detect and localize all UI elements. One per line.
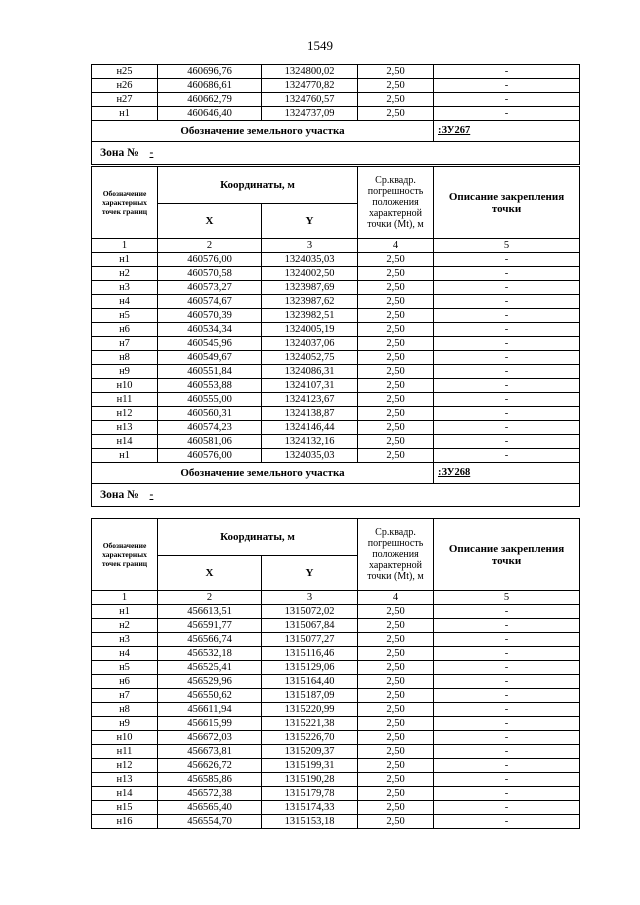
y-coord-cell: 1323982,51 [262,309,358,323]
table-row [92,351,580,365]
accuracy-cell: 2,50 [358,815,434,829]
accuracy-cell: 2,50 [358,107,434,121]
point-id-cell: н4 [92,647,158,661]
parcel-row-2 [92,463,580,484]
point-id-cell: н10 [92,731,158,745]
parcel-label-2: Обозначение земельного участка [92,463,434,484]
zone-row-2 [92,484,580,507]
x-coord-cell: 456554,70 [158,815,262,829]
description-cell: - [434,281,580,295]
column-numbers-row-2 [92,591,580,605]
table-row [92,407,580,421]
table-row [92,787,580,801]
continuation-table [91,64,580,165]
description-cell: - [434,421,580,435]
table-row [92,323,580,337]
parcel-row [92,121,580,142]
y-coord-cell: 1315221,38 [262,717,358,731]
accuracy-cell: 2,50 [358,449,434,463]
description-cell: - [434,93,580,107]
accuracy-cell: 2,50 [358,351,434,365]
header-row-2 [92,519,580,556]
accuracy-cell: 2,50 [358,309,434,323]
column-numbers-row [92,239,580,253]
point-id-cell: н7 [92,337,158,351]
point-id-cell: н8 [92,351,158,365]
table-row [92,689,580,703]
accuracy-cell: 2,50 [358,65,434,79]
accuracy-header-2: Ср.квадр. погрешность положения характерной точки (Mt), м [358,519,434,591]
x-coord-cell: 460574,67 [158,295,262,309]
x-coord-cell: 456572,38 [158,787,262,801]
x-coord-cell: 460555,00 [158,393,262,407]
y-coord-cell: 1315153,18 [262,815,358,829]
y-coord-cell: 1315199,31 [262,759,358,773]
table-row [92,79,580,93]
accuracy-cell: 2,50 [358,647,434,661]
y-coord-cell: 1315179,78 [262,787,358,801]
table-row [92,309,580,323]
accuracy-cell: 2,50 [358,633,434,647]
point-id-cell: н10 [92,379,158,393]
zone-value: - [149,147,154,159]
description-cell: - [434,107,580,121]
description-cell: - [434,309,580,323]
accuracy-cell: 2,50 [358,295,434,309]
point-id-cell: н4 [92,295,158,309]
x-header-2: X [158,556,262,591]
point-col-header: Обозначение характерных точек границ [92,167,158,239]
x-coord-cell: 456585,86 [158,773,262,787]
table-row [92,633,580,647]
x-coord-cell: 460686,61 [158,79,262,93]
x-coord-cell: 460549,67 [158,351,262,365]
point-id-cell: н6 [92,675,158,689]
y-coord-cell: 1324035,03 [262,449,358,463]
y-coord-cell: 1324035,03 [262,253,358,267]
description-cell: - [434,407,580,421]
description-cell: - [434,619,580,633]
y-coord-cell: 1324737,09 [262,107,358,121]
table-row [92,745,580,759]
y-header: Y [262,204,358,239]
x-header: X [158,204,262,239]
x-coord-cell: 460576,00 [158,253,262,267]
description-cell: - [434,661,580,675]
point-id-cell: н1 [92,107,158,121]
y-coord-cell: 1323987,62 [262,295,358,309]
parcel-label: Обозначение земельного участка [92,121,434,142]
point-col-header-2: Обозначение характерных точек границ [92,519,158,591]
description-cell: - [434,773,580,787]
description-cell: - [434,801,580,815]
y-coord-cell: 1315164,40 [262,675,358,689]
point-id-cell: н15 [92,801,158,815]
table-row [92,605,580,619]
col-num-5: 5 [434,591,580,605]
col-num-3: 3 [262,239,358,253]
table-row [92,295,580,309]
x-coord-cell: 456611,94 [158,703,262,717]
accuracy-cell: 2,50 [358,801,434,815]
description-cell: - [434,393,580,407]
point-id-cell: н3 [92,633,158,647]
table-row [92,337,580,351]
col-num-2: 2 [158,239,262,253]
y-coord-cell: 1315072,02 [262,605,358,619]
x-coord-cell: 460551,84 [158,365,262,379]
y-coord-cell: 1324800,02 [262,65,358,79]
table-row [92,773,580,787]
point-id-cell: н25 [92,65,158,79]
point-id-cell: н13 [92,773,158,787]
description-cell: - [434,253,580,267]
description-cell: - [434,717,580,731]
accuracy-cell: 2,50 [358,703,434,717]
accuracy-cell: 2,50 [358,787,434,801]
x-coord-cell: 456532,18 [158,647,262,661]
point-id-cell: н27 [92,93,158,107]
coords-header: Координаты, м [158,167,358,204]
header-row [92,167,580,204]
point-id-cell: н12 [92,407,158,421]
description-cell: - [434,675,580,689]
x-coord-cell: 456626,72 [158,759,262,773]
table-row [92,815,580,829]
point-id-cell: н5 [92,661,158,675]
table-row [92,421,580,435]
description-cell: - [434,787,580,801]
description-cell: - [434,647,580,661]
x-coord-cell: 460581,06 [158,435,262,449]
accuracy-cell: 2,50 [358,731,434,745]
desc-header-2: Описание закрепления точки [434,519,580,591]
y-coord-cell: 1315226,70 [262,731,358,745]
y-coord-cell: 1315067,84 [262,619,358,633]
col-num-4: 4 [358,591,434,605]
y-coord-cell: 1323987,69 [262,281,358,295]
col-num-2: 2 [158,591,262,605]
accuracy-cell: 2,50 [358,675,434,689]
table-row [92,801,580,815]
accuracy-cell: 2,50 [358,759,434,773]
x-coord-cell: 460576,00 [158,449,262,463]
x-coord-cell: 460534,34 [158,323,262,337]
col-num-1: 1 [92,239,158,253]
point-id-cell: н26 [92,79,158,93]
accuracy-cell: 2,50 [358,435,434,449]
table-row [92,619,580,633]
point-id-cell: н9 [92,717,158,731]
description-cell: - [434,731,580,745]
accuracy-cell: 2,50 [358,393,434,407]
accuracy-cell: 2,50 [358,619,434,633]
accuracy-cell: 2,50 [358,773,434,787]
accuracy-cell: 2,50 [358,689,434,703]
description-cell: - [434,267,580,281]
point-id-cell: н6 [92,323,158,337]
y-coord-cell: 1315174,33 [262,801,358,815]
point-id-cell: н8 [92,703,158,717]
parcel-code: :ЗУ267 [434,121,580,142]
y-coord-cell: 1324037,06 [262,337,358,351]
accuracy-cell: 2,50 [358,717,434,731]
accuracy-header: Ср.квадр. погрешность положения характерной точки (Mt), м [358,167,434,239]
description-cell: - [434,605,580,619]
coordinates-table-2 [91,518,580,829]
x-coord-cell: 460573,27 [158,281,262,295]
table-row [92,703,580,717]
y-coord-cell: 1324770,82 [262,79,358,93]
description-cell: - [434,435,580,449]
point-id-cell: н11 [92,745,158,759]
y-coord-cell: 1315190,28 [262,773,358,787]
x-coord-cell: 460570,58 [158,267,262,281]
coords-header-2: Координаты, м [158,519,358,556]
y-coord-cell: 1324107,31 [262,379,358,393]
y-coord-cell: 1324123,67 [262,393,358,407]
table-row [92,379,580,393]
x-coord-cell: 456525,41 [158,661,262,675]
x-coord-cell: 460696,76 [158,65,262,79]
zone-label-2: Зона № [100,489,139,501]
y-coord-cell: 1315129,06 [262,661,358,675]
y-coord-cell: 1324002,50 [262,267,358,281]
parcel-code-2: :ЗУ268 [434,463,580,484]
table-row [92,731,580,745]
table-row [92,281,580,295]
accuracy-cell: 2,50 [358,661,434,675]
table-row [92,449,580,463]
table-row [92,675,580,689]
desc-header: Описание закрепления точки [434,167,580,239]
description-cell: - [434,351,580,365]
point-id-cell: н5 [92,309,158,323]
y-coord-cell: 1324086,31 [262,365,358,379]
accuracy-cell: 2,50 [358,379,434,393]
point-id-cell: н14 [92,787,158,801]
x-coord-cell: 460574,23 [158,421,262,435]
point-id-cell: н11 [92,393,158,407]
point-id-cell: н13 [92,421,158,435]
x-coord-cell: 460560,31 [158,407,262,421]
description-cell: - [434,337,580,351]
accuracy-cell: 2,50 [358,253,434,267]
y-coord-cell: 1315187,09 [262,689,358,703]
point-id-cell: н3 [92,281,158,295]
x-coord-cell: 460662,79 [158,93,262,107]
x-coord-cell: 456672,03 [158,731,262,745]
y-coord-cell: 1315209,37 [262,745,358,759]
description-cell: - [434,689,580,703]
table-row [92,661,580,675]
table-row [92,93,580,107]
description-cell: - [434,703,580,717]
x-coord-cell: 460646,40 [158,107,262,121]
point-id-cell: н1 [92,605,158,619]
point-id-cell: н2 [92,619,158,633]
y-coord-cell: 1324132,16 [262,435,358,449]
table-row [92,253,580,267]
col-num-4: 4 [358,239,434,253]
point-id-cell: н1 [92,449,158,463]
accuracy-cell: 2,50 [358,79,434,93]
table-row [92,435,580,449]
x-coord-cell: 460570,39 [158,309,262,323]
y-coord-cell: 1324146,44 [262,421,358,435]
point-id-cell: н9 [92,365,158,379]
description-cell: - [434,745,580,759]
description-cell: - [434,449,580,463]
description-cell: - [434,633,580,647]
point-id-cell: н14 [92,435,158,449]
accuracy-cell: 2,50 [358,93,434,107]
x-coord-cell: 456529,96 [158,675,262,689]
x-coord-cell: 456550,62 [158,689,262,703]
accuracy-cell: 2,50 [358,281,434,295]
description-cell: - [434,759,580,773]
point-id-cell: н12 [92,759,158,773]
table-row [92,393,580,407]
zone-value-2: - [149,489,154,501]
description-cell: - [434,379,580,393]
zone-label: Зона № [100,147,139,159]
description-cell: - [434,323,580,337]
y-coord-cell: 1324760,57 [262,93,358,107]
table-row [92,267,580,281]
zone-row [92,142,580,165]
page-number: 1549 [307,38,333,53]
point-id-cell: н2 [92,267,158,281]
x-coord-cell: 456566,74 [158,633,262,647]
table-row [92,717,580,731]
table-row [92,365,580,379]
x-coord-cell: 460553,88 [158,379,262,393]
table-row [92,759,580,773]
accuracy-cell: 2,50 [358,605,434,619]
accuracy-cell: 2,50 [358,421,434,435]
x-coord-cell: 460545,96 [158,337,262,351]
point-id-cell: н1 [92,253,158,267]
coordinates-table-1 [91,166,580,507]
accuracy-cell: 2,50 [358,337,434,351]
y-coord-cell: 1315077,27 [262,633,358,647]
x-coord-cell: 456613,51 [158,605,262,619]
x-coord-cell: 456565,40 [158,801,262,815]
col-num-1: 1 [92,591,158,605]
description-cell: - [434,815,580,829]
description-cell: - [434,65,580,79]
point-id-cell: н7 [92,689,158,703]
col-num-5: 5 [434,239,580,253]
y-coord-cell: 1324138,87 [262,407,358,421]
point-id-cell: н16 [92,815,158,829]
description-cell: - [434,295,580,309]
accuracy-cell: 2,50 [358,407,434,421]
description-cell: - [434,79,580,93]
accuracy-cell: 2,50 [358,365,434,379]
accuracy-cell: 2,50 [358,323,434,337]
description-cell: - [434,365,580,379]
y-coord-cell: 1315116,46 [262,647,358,661]
y-coord-cell: 1324005,19 [262,323,358,337]
table-row [92,107,580,121]
accuracy-cell: 2,50 [358,267,434,281]
x-coord-cell: 456591,77 [158,619,262,633]
x-coord-cell: 456615,99 [158,717,262,731]
table-row [92,65,580,79]
table-row [92,647,580,661]
col-num-3: 3 [262,591,358,605]
accuracy-cell: 2,50 [358,745,434,759]
y-coord-cell: 1324052,75 [262,351,358,365]
y-header-2: Y [262,556,358,591]
x-coord-cell: 456673,81 [158,745,262,759]
y-coord-cell: 1315220,99 [262,703,358,717]
